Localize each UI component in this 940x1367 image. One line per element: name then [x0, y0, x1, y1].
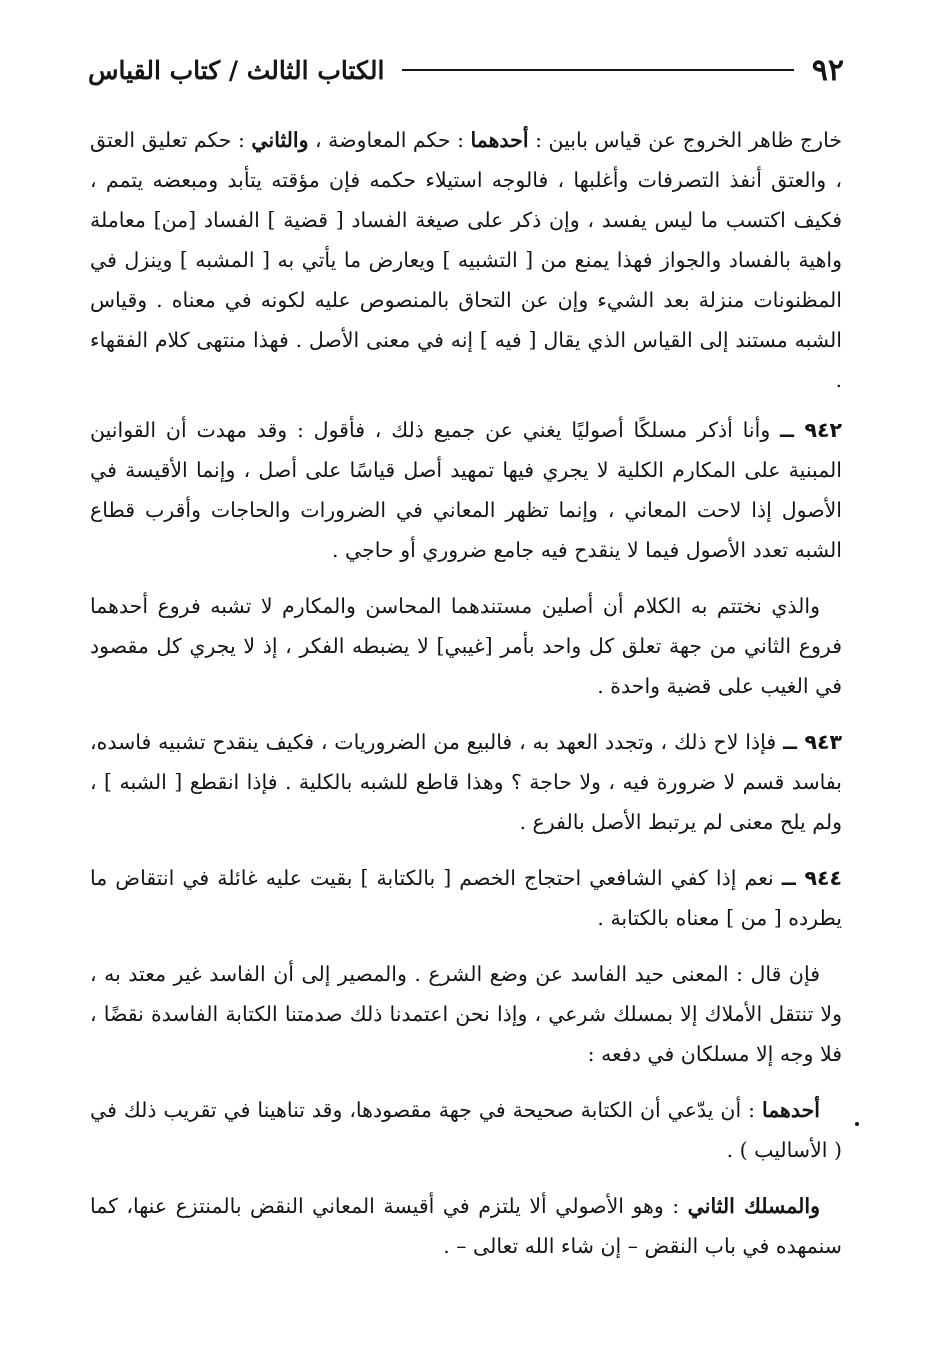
paragraph-number: ٩٤٢ ــ	[780, 418, 842, 442]
paragraph-text: فإذا لاح ذلك ، وتجدد العهد به ، فالبيع من الضروريات ، فكيف ينقدح تشبيه فاسده، بفاسد قسم لا ضرورة فيه ، ولا حاجة ؟ وهذا قاطع للشبه بالكلية . فإذا انقطع [ الشبه ] ، ولم يلح معنى لم يرتبط الأصل بالفرع .	[90, 730, 842, 834]
paragraph-second-path	[90, 1186, 842, 1266]
page-body	[90, 120, 842, 1282]
paragraph-text: : حكم المعاوضة ،	[308, 128, 471, 152]
paragraph-text: نعم إذا كفي الشافعي احتجاج الخصم [ بالكتابة ] بقيت عليه غائلة في انتقاض ما يطرده [ من ] معناه بالكتابة .	[90, 866, 842, 930]
margin-mark	[855, 1122, 859, 1126]
paragraph-text: : حكم تعليق العتق ، والعتق أنفذ التصرفات وأغلبها ، فالوجه استيلاء حكمه فإن مؤقته يتأبد ومبعضه يتمم ، فكيف اكتسب ما ليس يفسد ، وإن ذكر على صيغة الفساد [ قضية ] الفساد [من] معاملة واهية بالفساد والجواز فهذا يمنع من [ التشبيه ] ويعارض ما يأتي به [ المشبه ] وينزل في المظنونات منزلة بعد الشيء وإن عن التحاق بالمنصوص عليه لكونه في معناه . وقياس الشبه مستند إلى القياس الذي يقال [ فيه ] إنه في معنى الأصل . فهذا منتهى كلام الفقهاء .	[90, 128, 842, 392]
paragraph-944	[90, 858, 842, 938]
paragraph-text: فإن قال : المعنى حيد الفاسد عن وضع الشرع . والمصير إلى أن الفاسد غير معتد به ، ولا تنتقل الأملاك إلا بمسلك شرعي ، وإذا نحن اعتمدنا ذلك صدمتنا الكتابة الفاسدة نقضًا ، فلا وجه إلا مسلكان في دفعه :	[90, 962, 842, 1066]
paragraph-number: ٩٤٣ ــ	[782, 730, 842, 754]
paragraph-number: ٩٤٤ ــ	[781, 866, 842, 890]
paragraph-first-path	[90, 1090, 842, 1170]
bold-label: أحدهما	[761, 1098, 820, 1122]
bold-label: أحدهما	[470, 128, 529, 152]
paragraph-text: : وهو الأصولي ألا يلتزم في أقيسة المعاني النقض بالمنتزع عنها، كما سنمهده في باب النقض – إن شاء الله تعالى – .	[90, 1194, 842, 1258]
page-header	[88, 50, 844, 90]
paragraph-text: وأنا أذكر مسلكًا أصوليًا يغني عن جميع ذلك ، فأقول : وقد مهدت أن القوانين المبنية على المكارم الكلية لا يجري فيها تمهيد أصل قياسًا على أصل ، وإنما الأقيسة في الأصول إذا لاحت المعاني ، وإنما تظهر المعاني في الضرورات والحاجات وأقرب قطاع الشبه تعدد الأصول فيما لا ينقدح فيه جامع ضروري أو حاجي .	[90, 418, 842, 562]
paragraph-943	[90, 722, 842, 842]
header-rule	[402, 69, 793, 71]
bold-label: والمسلك الثاني	[687, 1194, 820, 1218]
running-title: الكتاب الثالث / كتاب القياس	[88, 55, 385, 85]
page-number: ٩٢	[811, 52, 844, 88]
paragraph-objection	[90, 954, 842, 1074]
paragraph-closing-note	[90, 586, 842, 706]
paragraph-text: خارج ظاهر الخروج عن قياس بابين :	[528, 128, 843, 152]
bold-label: والثاني	[251, 128, 309, 152]
paragraph-942	[90, 410, 842, 570]
paragraph-text: والذي نختتم به الكلام أن أصلين مستندهما المحاسن والمكارم لا تشبه فروع أحدهما فروع الثاني من جهة تعلق كل واحد بأمر [غيبي] لا يضبطه الفكر ، إذ لا يجري كل مقصود في الغيب على قضية واحدة .	[90, 594, 842, 698]
paragraph-opening	[90, 120, 842, 400]
paragraph-text: : أن يدّعي أن الكتابة صحيحة في جهة مقصودها، وقد تناهينا في تقريب ذلك في ( الأساليب ) .	[90, 1098, 842, 1162]
